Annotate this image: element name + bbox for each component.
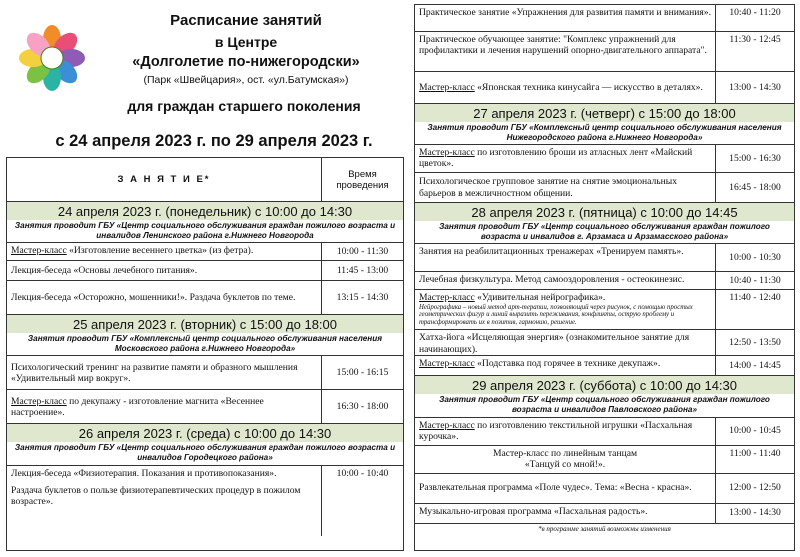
day-title: 24 апреля 2023 г. (понедельник) с 10:00 до 14:30 [57,204,353,219]
activity-text: Раздача буклетов о пользе физиотерапевтических процедур в пожилом возрасте». [11,484,301,507]
activity-text: Психологическое групповое занятие на снятие эмоциональных барьеров в межличностном общении. [419,176,678,199]
header [6,6,404,156]
activity-time: 14:00 - 14:45 [729,360,781,372]
activity-text: по изготовлению броши из атласных лент «Майский цветок». [419,147,693,170]
page-title: Расписание занятий [170,12,322,29]
activity-text: Музыкально-игровая программа «Пасхальная радость». [419,505,648,517]
table-row [415,272,794,290]
center-name: «Долголетие по-нижегородски» [132,54,360,70]
table-row [415,5,794,32]
neurographics-note: Нейрографика – новый метод арт-терапии, позволяющий через рисунок, с помощью простых геометрических фигур и линий выразить переживания, конфликты, острую проблему и трансформировать их в позитив, гармонию, решение. [419,303,693,326]
table-row [7,356,403,390]
masterclass-label: Мастер-класс [11,245,67,257]
table-row [415,72,794,104]
activity-text: «Танцуй со мной!». [524,458,606,470]
activity-time: 11:40 - 12:40 [729,292,781,304]
table-row [415,418,794,446]
activity-time: 13:00 - 14:30 [729,507,781,519]
col-time-header: Время проведения [336,168,389,191]
schedule-table-left [6,157,404,551]
table-row [7,281,403,315]
table-header [7,158,403,202]
day-block-mon [7,202,403,243]
table-row [415,330,794,356]
masterclass-label: Мастер-класс [419,292,475,304]
table-row [415,244,794,272]
activity-text: Развлекательная программа «Поле чудес». Тема: «Весна - красна». [419,482,692,494]
activity-text: «Подставка под горячее в технике декупаж». [474,358,661,370]
footnote: *в программе занятий возможны изменения [538,524,671,533]
activity-time: 10:00 - 10:30 [729,252,781,264]
center-line: в Центре [214,34,278,50]
table-row [7,466,403,536]
col-activity-header: З А Н Я Т И Е* [7,158,322,201]
activity-time: 11:45 - 13:00 [336,265,389,277]
activity-time: 16:30 - 18:00 [336,401,389,413]
flower-logo-icon [18,24,86,92]
day-title: 27 апреля 2023 г. (четверг) с 15:00 до 18:00 [473,106,736,121]
table-row [415,504,794,524]
masterclass-label: Мастер-класс [419,358,475,370]
day-organizer: Занятия проводит ГБУ «Центр социального обслуживания граждан пожилого возраста и инвалидов Городецкого района» [7,442,403,464]
activity-text: «Удивительная нейрографика». [474,292,606,304]
day-title: 25 апреля 2023 г. (вторник) с 15:00 до 18:00 [72,317,338,333]
masterclass-label: Мастер-класс [419,419,475,431]
activity-time: 12:50 - 13:50 [729,337,781,349]
schedule-table-right [414,4,795,551]
activity-text: по декупажу - изготовление магнита «Весеннее настроение». [11,395,264,418]
day-organizer: Занятия проводит ГБУ «Центр социального обслуживания граждан пожилого возраста и инвалидов Ленинского района г.Нижнего Новгорода [7,220,403,242]
activity-text: Психологический тренинг на развитие памяти и образного мышления «Удивительный мир вокруг». [11,361,298,384]
masterclass-label: Мастер-класс [419,147,475,159]
table-row [415,446,794,474]
activity-text: Лекция-беседа «Основы лечебного питания». [11,265,198,277]
activity-text: «Японская техника кинусайга — искусство в деталях». [474,81,703,93]
day-organizer: Занятия проводит ГБУ «Комплексный центр социального обслуживания населения Нижегородского района г.Нижнего Новгорода» [415,122,794,144]
table-row [415,474,794,504]
day-organizer: Занятия проводит ГБУ «Центр социального обслуживания граждан пожилого возраста и инвалидов г. Арзамаса и Арзамасского района» [415,221,794,243]
activity-time: 10:00 - 10:45 [729,425,781,437]
table-row [415,173,794,203]
day-organizer: Занятия проводит ГБУ «Центр социального обслуживания граждан пожилого возраста и инвалидов Павловского района» [415,394,794,416]
day-block-thu [415,104,794,145]
activity-time: 16:45 - 18:00 [729,182,781,194]
activity-time: 10:00 - 11:30 [336,246,389,258]
activity-text: «Изготовление весеннего цветка» (из фетра). [66,245,254,257]
activity-time: 10:40 - 11:30 [729,275,781,287]
table-row [415,356,794,376]
activity-text: Лекция-беседа «Физиотерапия. Показания и противопоказания». [11,467,277,479]
activity-time: 11:00 - 11:40 [729,447,781,459]
table-row [415,145,794,173]
masterclass-label: Мастер-класс [419,81,475,93]
day-block-wed [7,424,403,465]
day-title: 29 апреля 2023 г. (суббота) с 10:00 до 14:30 [471,378,738,394]
day-title: 28 апреля 2023 г. (пятница) с 10:00 до 14:45 [471,205,738,221]
activity-text: Практическое занятие «Упражнения для развития памяти и внимания». [419,7,711,18]
table-row [7,261,403,281]
table-row [415,32,794,72]
table-row [7,243,403,261]
day-block-fri [415,203,794,244]
activity-time: 12:00 - 12:50 [729,482,781,494]
activity-time: 13:00 - 14:30 [729,81,781,93]
activity-time: 10:00 - 10:40 [336,467,389,479]
activity-text: Мастер-класс по линейным танцам [492,447,638,459]
activity-time: 13:15 - 14:30 [336,292,389,304]
table-row [415,290,794,330]
activity-text: Хатха-йога «Исцеляющая энергия» (ознакомительное занятие для начинающих). [419,332,690,355]
activity-time: 15:00 - 16:15 [336,367,389,379]
audience-line: для граждан старшего поколения [127,98,361,114]
activity-text: Занятия на реабилитационных тренажерах «Тренируем память». [419,246,684,258]
day-block-sat [415,376,794,417]
activity-text: Лекция-беседа «Осторожно, мошенники!». Раздача буклетов по теме. [11,292,296,304]
day-title: 26 апреля 2023 г. (среда) с 10:00 до 14:30 [78,426,332,442]
date-range: с 24 апреля 2023 г. по 29 апреля 2023 г. [55,132,373,150]
day-organizer: Занятия проводит ГБУ «Комплексный центр социального обслуживания населения Московского района г.Нижнего Новгорода» [7,333,403,355]
activity-text: Практическое обучающее занятие: "Комплекс упражнений для профилактики и лечения нарушений опорно-двигательного аппарата". [419,34,707,57]
activity-time: 11:30 - 12:45 [729,34,781,45]
activity-time: 10:40 - 11:20 [729,7,781,18]
table-row [7,390,403,424]
activity-text: Лечебная физкультура. Метод самооздоровления - остеокинезис. [419,274,685,286]
day-block-tue [7,315,403,356]
activity-text: по изготовлению текстильной игрушки «Пасхальная курочка». [419,419,693,442]
center-location: (Парк «Швейцария», ост. «ул.Батумская») [143,74,349,86]
activity-time: 15:00 - 16:30 [729,153,781,165]
masterclass-label: Мастер-класс [11,395,67,407]
